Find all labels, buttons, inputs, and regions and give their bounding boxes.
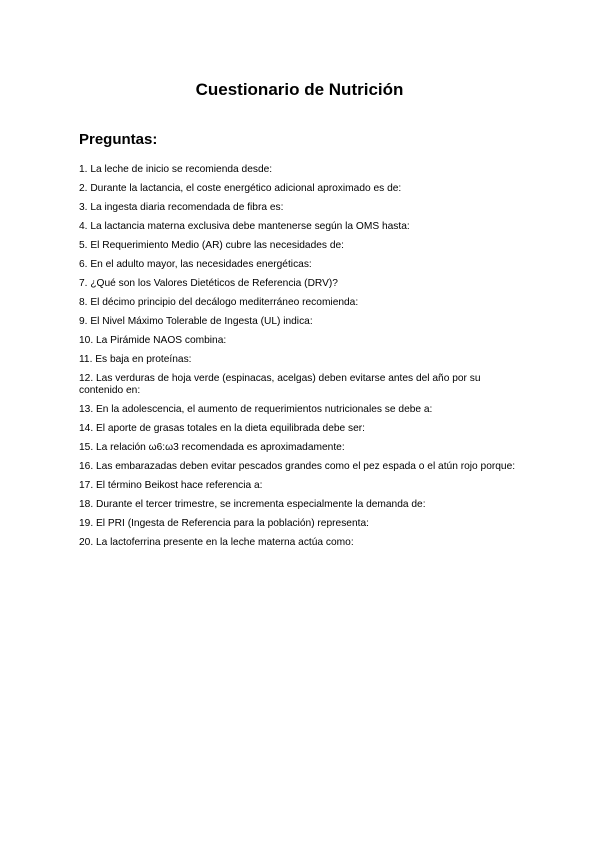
question-item: 4. La lactancia materna exclusiva debe mantenerse según la OMS hasta: [79,221,410,232]
question-item: 1. La leche de inicio se recomienda desde: [79,164,273,175]
question-item: 10. La Pirámide NAOS combina: [79,335,227,346]
question-item: 9. El Nivel Máximo Tolerable de Ingesta (UL) indica: [79,316,313,327]
question-item: 2. Durante la lactancia, el coste energético adicional aproximado es de: [79,183,402,194]
question-item: 5. El Requerimiento Medio (AR) cubre las necesidades de: [79,240,345,251]
question-item: 6. En el adulto mayor, las necesidades energéticas: [79,259,312,270]
question-item: 13. En la adolescencia, el aumento de requerimientos nutricionales se debe a: [79,404,433,415]
question-item: 16. Las embarazadas deben evitar pescados grandes como el pez espada o el atún rojo porque: [79,461,516,472]
question-item: 12. Las verduras de hoja verde (espinacas, acelgas) deben evitarse antes del año por su contenido en: [79,373,481,396]
question-item: 18. Durante el tercer trimestre, se incrementa especialmente la demanda de: [79,499,426,510]
page-title: Cuestionario de Nutrición [195,80,404,99]
question-list [79,164,527,556]
section-heading: Preguntas: [79,131,158,148]
question-item: 3. La ingesta diaria recomendada de fibra es: [79,202,284,213]
question-item: 17. El término Beikost hace referencia a: [79,480,263,491]
question-item: 15. La relación ω6:ω3 recomendada es aproximadamente: [79,442,345,453]
question-item: 7. ¿Qué son los Valores Dietéticos de Referencia (DRV)? [79,278,338,289]
question-item: 20. La lactoferrina presente en la leche materna actúa como: [79,537,354,548]
question-item: 11. Es baja en proteínas: [79,354,192,365]
question-item: 19. El PRI (Ingesta de Referencia para la población) representa: [79,518,369,529]
question-item: 14. El aporte de grasas totales en la dieta equilibrada debe ser: [79,423,366,434]
question-item: 8. El décimo principio del decálogo mediterráneo recomienda: [79,297,359,308]
